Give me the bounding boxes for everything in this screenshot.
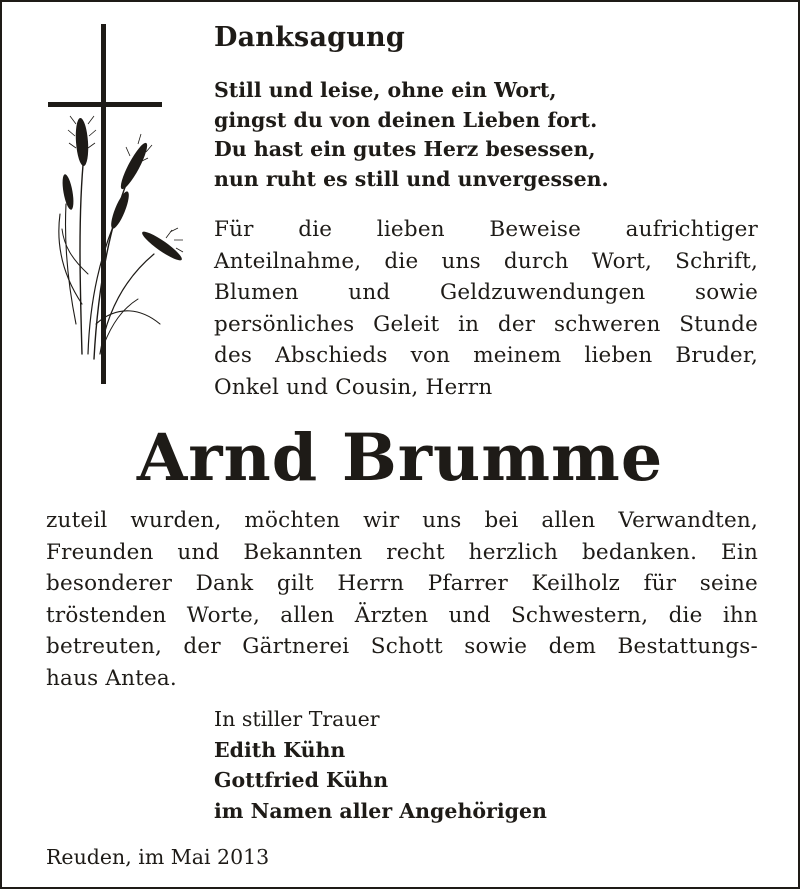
body-line: besonderer Dank gilt Herrn Pfarrer Keilholz für seine (46, 571, 758, 597)
body-line: zuteil wurden, möchten wir uns bei allen Verwandten, (46, 508, 758, 533)
mourner-name: Gottfried Kühn (214, 768, 389, 792)
body-line: haus Antea. (46, 665, 177, 691)
poem (214, 76, 609, 194)
poem-line: gingst du von deinen Lieben fort. (214, 107, 598, 132)
signoff-block (214, 704, 547, 826)
poem-line: nun ruht es still und unvergessen. (214, 166, 609, 191)
intro-line: persönliches Geleit in der schweren Stunde (214, 311, 758, 337)
body-line: tröstenden Worte, allen Ärzten und Schwestern, die ihn (46, 602, 758, 628)
body-line: Freunden und Bekannten recht herzlich bedanken. Ein (46, 539, 758, 565)
mourner-name: Edith Kühn (214, 737, 346, 762)
notice-heading: Danksagung (214, 22, 405, 53)
poem-line: Still und leise, ohne ein Wort, (214, 78, 557, 102)
intro-line: des Abschieds von meinem lieben Bruder, (214, 343, 758, 368)
intro-line: Für die lieben Beweise aufrichtiger (214, 217, 758, 242)
body-line: betreuten, der Gärtnerei Schott sowie dem Bestattungs- (46, 634, 758, 660)
thanks-paragraph (46, 505, 758, 695)
intro-line: Blumen und Geldzuwendungen sowie (214, 280, 758, 305)
mourner-group: im Namen aller Angehörigen (214, 798, 547, 823)
poem-line: Du hast ein gutes Herz besessen, (214, 137, 596, 161)
deceased-name: Arnd Brumme (136, 420, 664, 496)
signoff-opening: In stiller Trauer (214, 707, 380, 731)
place-date: Reuden, im Mai 2013 (46, 845, 270, 869)
intro-line: Onkel und Cousin, Herrn (214, 374, 493, 400)
cross-with-wheat-icon (42, 24, 192, 389)
intro-line: Anteilnahme, die uns durch Wort, Schrift, (214, 248, 758, 274)
intro-paragraph (214, 214, 758, 403)
